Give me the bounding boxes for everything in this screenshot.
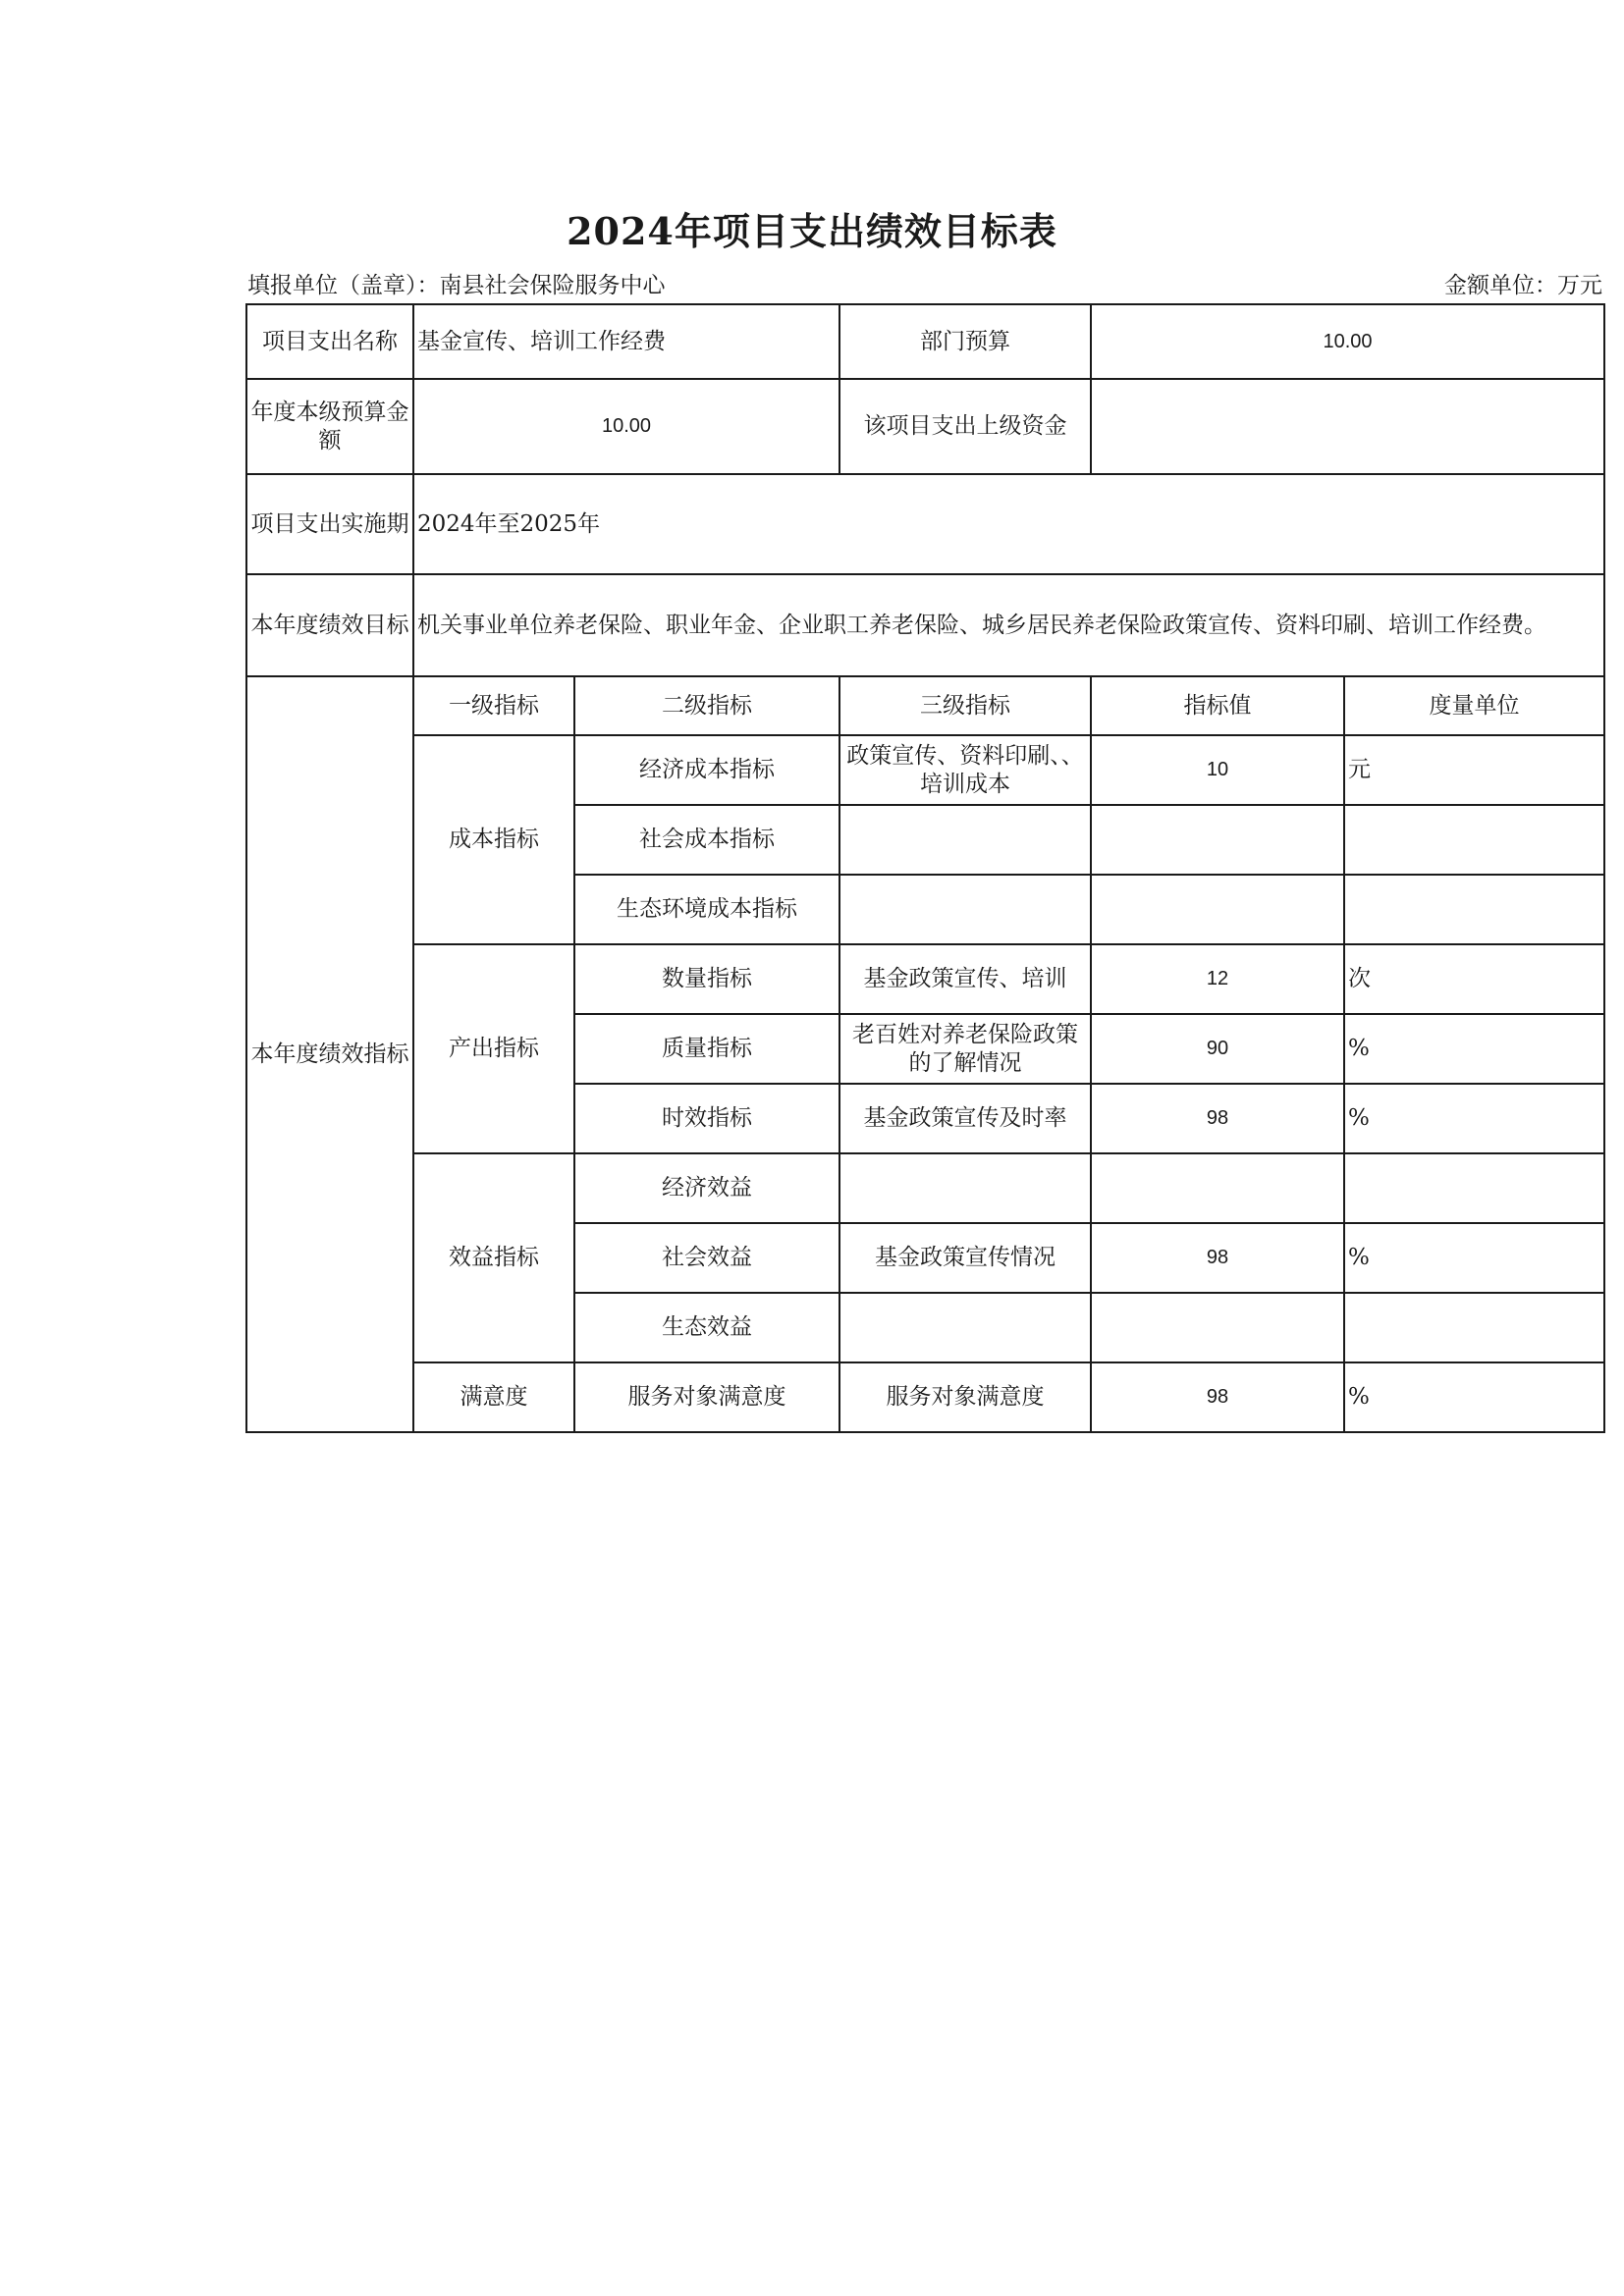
level3-cell <box>839 805 1091 875</box>
level3-cell <box>839 1153 1091 1223</box>
filing-unit: 填报单位（盖章）：南县社会保险服务中心 <box>247 273 666 298</box>
level2-cell: 生态环境成本指标 <box>574 875 839 944</box>
annual-budget-value: 10.00 <box>413 379 839 474</box>
level3-cell: 政策宣传、资料印刷、、培训成本 <box>839 735 1091 805</box>
value-cell <box>1091 1153 1344 1223</box>
value-cell: 98 <box>1091 1223 1344 1293</box>
level3-cell: 基金政策宣传、培训 <box>839 944 1091 1014</box>
value-cell <box>1091 1293 1344 1362</box>
table-row <box>246 1153 1604 1223</box>
unit-cell: 元 <box>1344 735 1604 805</box>
level1-benefit: 效益指标 <box>413 1153 574 1362</box>
table-row <box>246 735 1604 805</box>
goal-label: 本年度绩效目标 <box>246 574 413 676</box>
project-name-label: 项目支出名称 <box>246 304 413 379</box>
unit-cell: % <box>1344 1014 1604 1084</box>
value-cell: 98 <box>1091 1362 1344 1432</box>
value-cell <box>1091 875 1344 944</box>
unit-cell <box>1344 1293 1604 1362</box>
level3-cell: 服务对象满意度 <box>839 1362 1091 1432</box>
value-cell <box>1091 805 1344 875</box>
header-level3: 三级指标 <box>839 676 1091 735</box>
indicators-section-label: 本年度绩效指标 <box>246 676 413 1432</box>
superior-funds-label: 该项目支出上级资金 <box>839 379 1091 474</box>
unit-cell: % <box>1344 1362 1604 1432</box>
level1-cost: 成本指标 <box>413 735 574 944</box>
unit-cell <box>1344 1153 1604 1223</box>
level3-cell <box>839 1293 1091 1362</box>
header-level2: 二级指标 <box>574 676 839 735</box>
unit-cell: 次 <box>1344 944 1604 1014</box>
level2-cell: 经济成本指标 <box>574 735 839 805</box>
amount-unit: 金额单位：万元 <box>1444 273 1602 298</box>
level1-output: 产出指标 <box>413 944 574 1153</box>
level2-cell: 数量指标 <box>574 944 839 1014</box>
unit-cell: % <box>1344 1223 1604 1293</box>
project-name-value: 基金宣传、培训工作经费 <box>413 304 839 379</box>
value-cell: 10 <box>1091 735 1344 805</box>
dept-budget-label: 部门预算 <box>839 304 1091 379</box>
level2-cell: 经济效益 <box>574 1153 839 1223</box>
level3-cell: 老百姓对养老保险政策的了解情况 <box>839 1014 1091 1084</box>
header-value: 指标值 <box>1091 676 1344 735</box>
goal-value: 机关事业单位养老保险、职业年金、企业职工养老保险、城乡居民养老保险政策宣传、资料印刷、培训工作经费。 <box>413 574 1604 676</box>
level2-cell: 服务对象满意度 <box>574 1362 839 1432</box>
performance-target-table <box>245 303 1605 1433</box>
value-cell: 98 <box>1091 1084 1344 1153</box>
level3-cell <box>839 875 1091 944</box>
unit-cell <box>1344 805 1604 875</box>
period-value: 2024年至2025年 <box>413 474 1604 574</box>
annual-budget-label: 年度本级预算金额 <box>246 379 413 474</box>
level2-cell: 社会成本指标 <box>574 805 839 875</box>
level3-cell: 基金政策宣传情况 <box>839 1223 1091 1293</box>
level2-cell: 社会效益 <box>574 1223 839 1293</box>
level1-satisfaction: 满意度 <box>413 1362 574 1432</box>
level3-cell: 基金政策宣传及时率 <box>839 1084 1091 1153</box>
level2-cell: 时效指标 <box>574 1084 839 1153</box>
period-label: 项目支出实施期 <box>246 474 413 574</box>
value-cell: 90 <box>1091 1014 1344 1084</box>
header-level1: 一级指标 <box>413 676 574 735</box>
dept-budget-value: 10.00 <box>1091 304 1604 379</box>
unit-cell <box>1344 875 1604 944</box>
header-unit: 度量单位 <box>1344 676 1604 735</box>
unit-cell: % <box>1344 1084 1604 1153</box>
page-title: 2024年项目支出绩效目标表 <box>567 209 1057 253</box>
superior-funds-value <box>1091 379 1604 474</box>
level2-cell: 生态效益 <box>574 1293 839 1362</box>
table-row <box>246 944 1604 1014</box>
table-row <box>246 1362 1604 1432</box>
value-cell: 12 <box>1091 944 1344 1014</box>
level2-cell: 质量指标 <box>574 1014 839 1084</box>
